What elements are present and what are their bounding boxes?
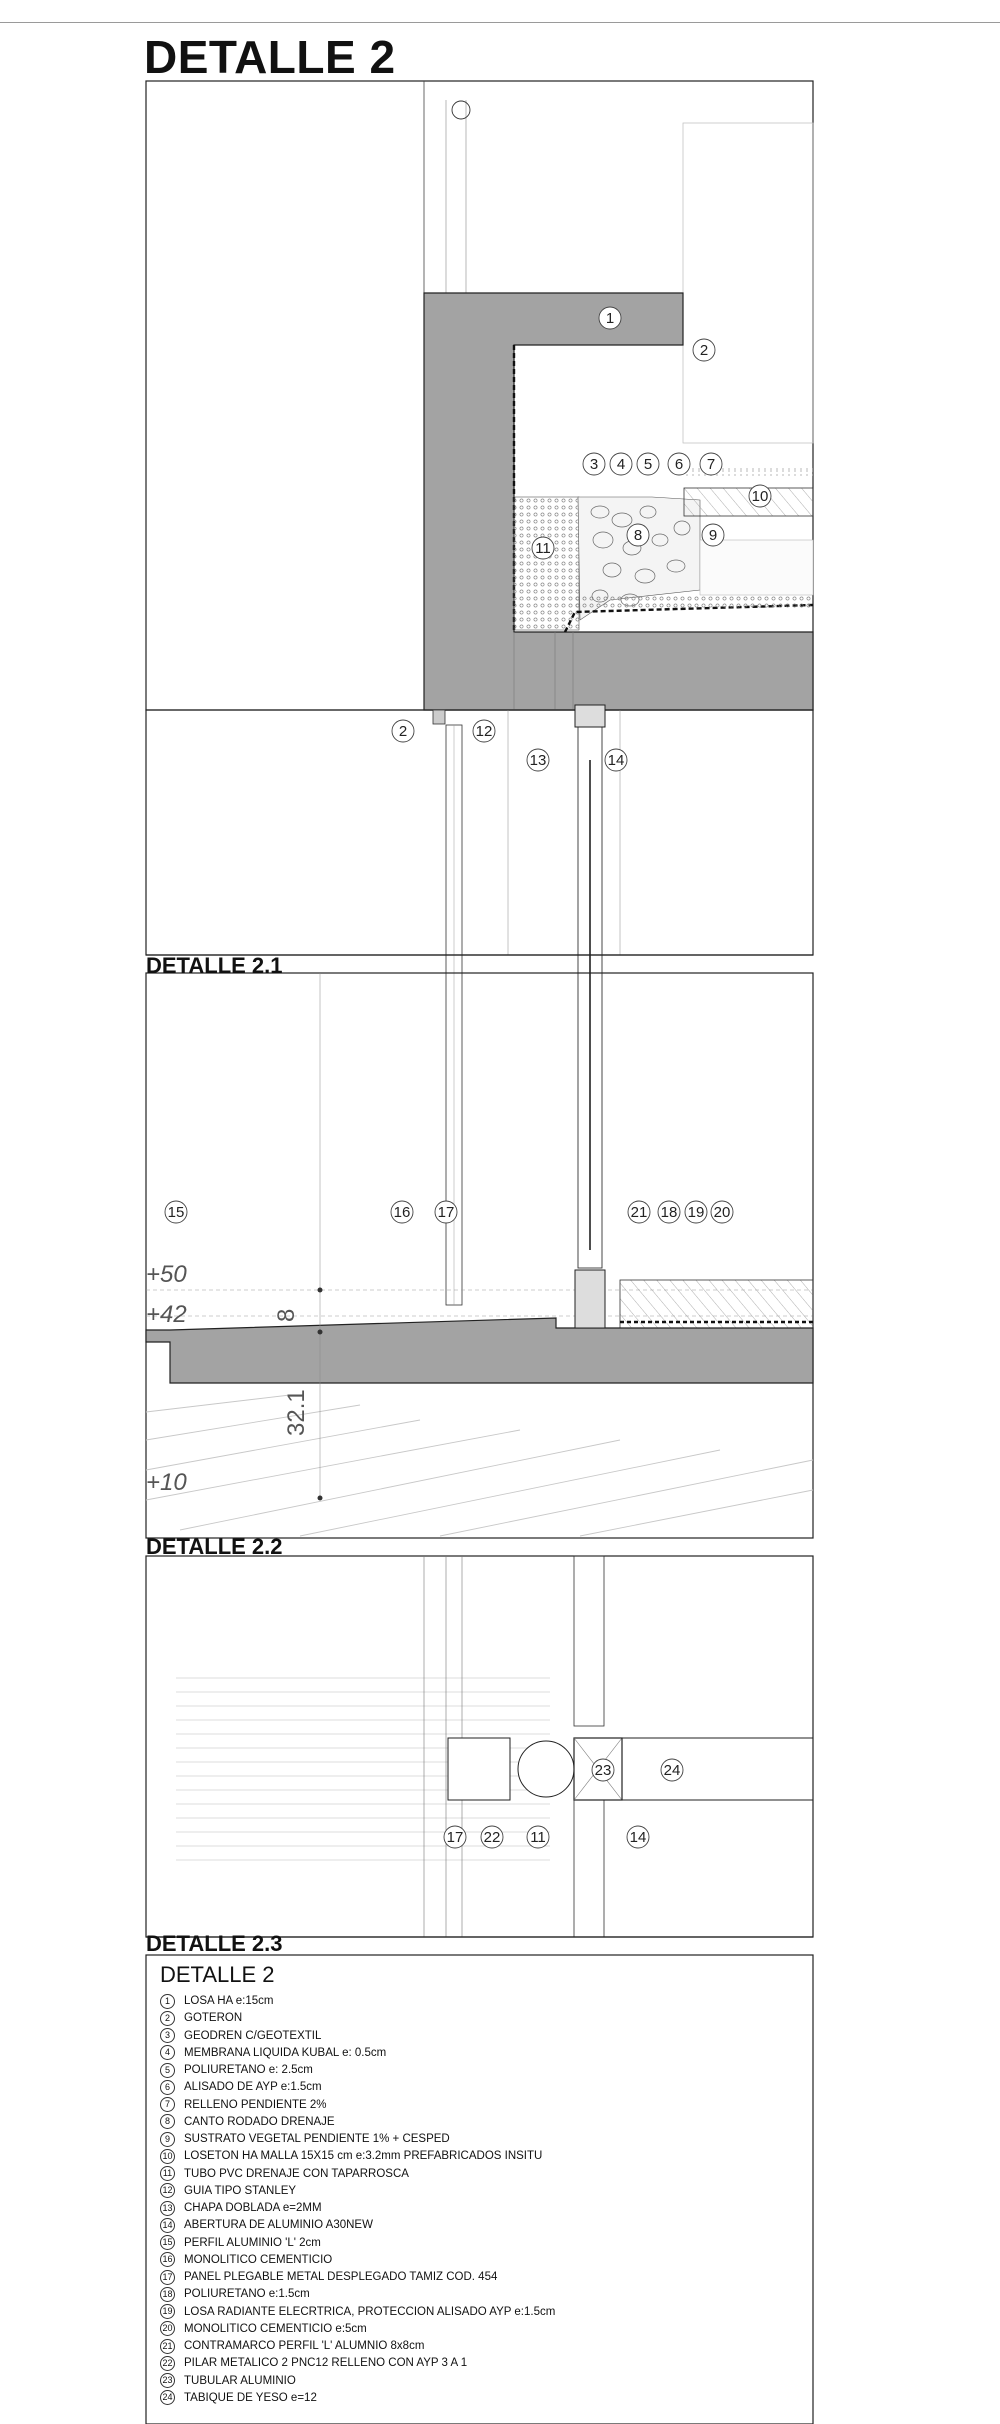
svg-text:23: 23 (594, 1762, 612, 1779)
legend-number: 16 (160, 2252, 175, 2267)
svg-text:18: 18 (660, 1204, 678, 1221)
level-42: +42 (146, 1301, 187, 1328)
legend-list (160, 1992, 820, 2406)
monolithic-floor (146, 1318, 813, 1383)
drain-pipe-circle (452, 101, 470, 119)
legend-text: RELLENO PENDIENTE 2% (184, 2098, 327, 2111)
svg-text:11: 11 (535, 540, 551, 557)
legend-number: 20 (160, 2321, 175, 2336)
svg-text:8: 8 (633, 527, 643, 544)
svg-text:19: 19 (687, 1204, 705, 1221)
svg-text:14: 14 (607, 752, 625, 769)
detail-2-upper (146, 81, 813, 710)
legend-text: LOSA HA e:15cm (184, 1995, 274, 2008)
legend-number: 10 (160, 2149, 175, 2164)
callout-13 (527, 749, 549, 771)
callout-2 (392, 720, 414, 742)
callout-11 (532, 537, 554, 559)
callout-23 (592, 1759, 614, 1781)
legend-text: CHAPA DOBLADA e=2MM (184, 2202, 322, 2215)
svg-text:2: 2 (398, 723, 408, 740)
legend-text: ALISADO DE AYP e:1.5cm (184, 2081, 322, 2094)
legend-text: LOSA RADIANTE ELECRTRICA, PROTECCION ALISADO AYP e:1.5cm (184, 2305, 556, 2318)
legend-number: 1 (160, 1994, 175, 2009)
callout-5 (637, 453, 659, 475)
legend-item (160, 2165, 820, 2182)
paver-slab (684, 488, 813, 516)
legend-text: CONTRAMARCO PERFIL 'L' ALUMNIO 8x8cm (184, 2340, 425, 2353)
substrate-layer (700, 540, 813, 595)
svg-text:16: 16 (393, 1204, 411, 1221)
callout-22 (481, 1826, 503, 1848)
drain-pipe-layer (514, 497, 579, 630)
callout-14 (605, 749, 627, 771)
legend-text: MONOLITICO CEMENTICIO e:5cm (184, 2322, 367, 2335)
legend-text: POLIURETANO e: 2.5cm (184, 2064, 313, 2077)
svg-text:12: 12 (475, 723, 493, 740)
legend-item (160, 2130, 820, 2147)
legend-item (160, 2268, 820, 2285)
legend-item (160, 2217, 820, 2234)
legend-number: 7 (160, 2097, 175, 2112)
legend-number: 9 (160, 2132, 175, 2147)
callout-3 (583, 453, 605, 475)
drawing-title: DETALLE 2 (144, 31, 396, 83)
callout-17 (444, 1826, 466, 1848)
legend-item (160, 2113, 820, 2130)
svg-text:2: 2 (699, 342, 709, 359)
legend-number: 13 (160, 2201, 175, 2216)
callout-24 (661, 1759, 683, 1781)
callout-16 (391, 1201, 413, 1223)
legend-item (160, 2355, 820, 2372)
legend-item (160, 2337, 820, 2354)
legend-item (160, 2061, 820, 2078)
legend-number: 23 (160, 2373, 175, 2388)
legend (160, 1962, 820, 2406)
legend-text: TUBULAR ALUMINIO (184, 2374, 296, 2387)
legend-number: 11 (160, 2166, 175, 2181)
stanley-guide (433, 710, 445, 724)
svg-text:14: 14 (629, 1829, 647, 1846)
legend-text: POLIURETANO e:1.5cm (184, 2288, 310, 2301)
svg-text:7: 7 (706, 456, 716, 473)
legend-text: TABIQUE DE YESO e=12 (184, 2391, 317, 2404)
ground-hatch (146, 1395, 813, 1536)
legend-number: 17 (160, 2270, 175, 2285)
legend-item (160, 1992, 820, 2009)
svg-text:4: 4 (616, 456, 626, 473)
legend-number: 3 (160, 2028, 175, 2043)
callout-12 (473, 720, 495, 742)
legend-number: 21 (160, 2339, 175, 2354)
dim-32: 32.1 (283, 1389, 310, 1436)
level-10: +10 (146, 1469, 187, 1496)
legend-number: 6 (160, 2080, 175, 2095)
svg-text:22: 22 (483, 1829, 501, 1846)
legend-number: 22 (160, 2356, 175, 2371)
gypsum-wall (622, 1738, 813, 1800)
legend-item (160, 2199, 820, 2216)
svg-text:1: 1 (605, 310, 615, 327)
svg-text:20: 20 (713, 1204, 731, 1221)
legend-number: 15 (160, 2235, 175, 2250)
callout-10 (749, 485, 771, 507)
callout-6 (668, 453, 690, 475)
detail-2-1 (146, 955, 813, 1538)
legend-text: CANTO RODADO DRENAJE (184, 2115, 335, 2128)
svg-text:6: 6 (674, 456, 684, 473)
legend-text: MEMBRANA LIQUIDA KUBAL e: 0.5cm (184, 2046, 387, 2059)
svg-text:11: 11 (530, 1829, 546, 1846)
legend-number: 19 (160, 2304, 175, 2319)
svg-text:17: 17 (437, 1204, 455, 1221)
legend-text: SUSTRATO VEGETAL PENDIENTE 1% + CESPED (184, 2133, 450, 2146)
callout-11 (527, 1826, 549, 1848)
dim-8: 8 (273, 1308, 300, 1322)
legend-text: PILAR METALICO 2 PNC12 RELLENO CON AYP 3 A 1 (184, 2357, 468, 2370)
callout-7 (700, 453, 722, 475)
legend-item (160, 2079, 820, 2096)
callout-17 (435, 1201, 457, 1223)
legend-item (160, 2389, 820, 2406)
legend-text: GOTERON (184, 2012, 243, 2025)
legend-item (160, 2320, 820, 2337)
legend-item (160, 2251, 820, 2268)
callout-14 (627, 1826, 649, 1848)
callout-21 (628, 1201, 650, 1223)
section-title-2-2: DETALLE 2.2 (146, 1534, 283, 1559)
legend-item (160, 2044, 820, 2061)
legend-text: GUIA TIPO STANLEY (184, 2184, 297, 2197)
legend-text: TUBO PVC DRENAJE CON TAPARROSCA (184, 2167, 409, 2180)
legend-number: 24 (160, 2390, 175, 2405)
legend-text: GEODREN C/GEOTEXTIL (184, 2029, 322, 2042)
callout-19 (685, 1201, 707, 1223)
svg-text:5: 5 (643, 456, 653, 473)
legend-number: 18 (160, 2287, 175, 2302)
detail-2-2 (146, 1556, 813, 1937)
legend-item (160, 2372, 820, 2389)
legend-title: DETALLE 2 (160, 1962, 275, 1987)
callout-8 (627, 524, 649, 546)
callout-9 (702, 524, 724, 546)
legend-number: 14 (160, 2218, 175, 2233)
svg-text:10: 10 (751, 488, 769, 505)
level-50: +50 (146, 1261, 187, 1288)
legend-item (160, 2010, 820, 2027)
svg-text:15: 15 (167, 1204, 185, 1221)
legend-item (160, 2286, 820, 2303)
legend-item (160, 2303, 820, 2320)
callout-20 (711, 1201, 733, 1223)
legend-number: 4 (160, 2045, 175, 2060)
legend-item (160, 2234, 820, 2251)
pvc-pipe (518, 1741, 574, 1797)
section-title-2-1: DETALLE 2.1 (146, 953, 283, 978)
legend-text: MONOLITICO CEMENTICIO (184, 2253, 333, 2266)
callout-2 (693, 339, 715, 361)
svg-text:13: 13 (529, 752, 547, 769)
svg-text:24: 24 (663, 1762, 681, 1779)
legend-item (160, 2182, 820, 2199)
legend-item (160, 2096, 820, 2113)
legend-item (160, 2148, 820, 2165)
callout-4 (610, 453, 632, 475)
legend-item (160, 2027, 820, 2044)
legend-text: PERFIL ALUMINIO 'L' 2cm (184, 2236, 321, 2249)
callout-1 (599, 307, 621, 329)
legend-text: PANEL PLEGABLE METAL DESPLEGADO TAMIZ COD. 454 (184, 2271, 498, 2284)
legend-text: LOSETON HA MALLA 15X15 cm e:3.2mm PREFABRICADOS INSITU (184, 2150, 543, 2163)
callout-15 (165, 1201, 187, 1223)
legend-number: 5 (160, 2063, 175, 2078)
svg-text:9: 9 (708, 527, 718, 544)
legend-number: 12 (160, 2183, 175, 2198)
svg-text:21: 21 (630, 1204, 648, 1221)
pnc-pillar (448, 1738, 510, 1800)
section-title-2-3: DETALLE 2.3 (146, 1931, 283, 1956)
legend-number: 8 (160, 2114, 175, 2129)
svg-text:17: 17 (446, 1829, 464, 1846)
callout-18 (658, 1201, 680, 1223)
legend-number: 2 (160, 2011, 175, 2026)
svg-text:3: 3 (589, 456, 599, 473)
legend-text: ABERTURA DE ALUMINIO A30NEW (184, 2219, 373, 2232)
